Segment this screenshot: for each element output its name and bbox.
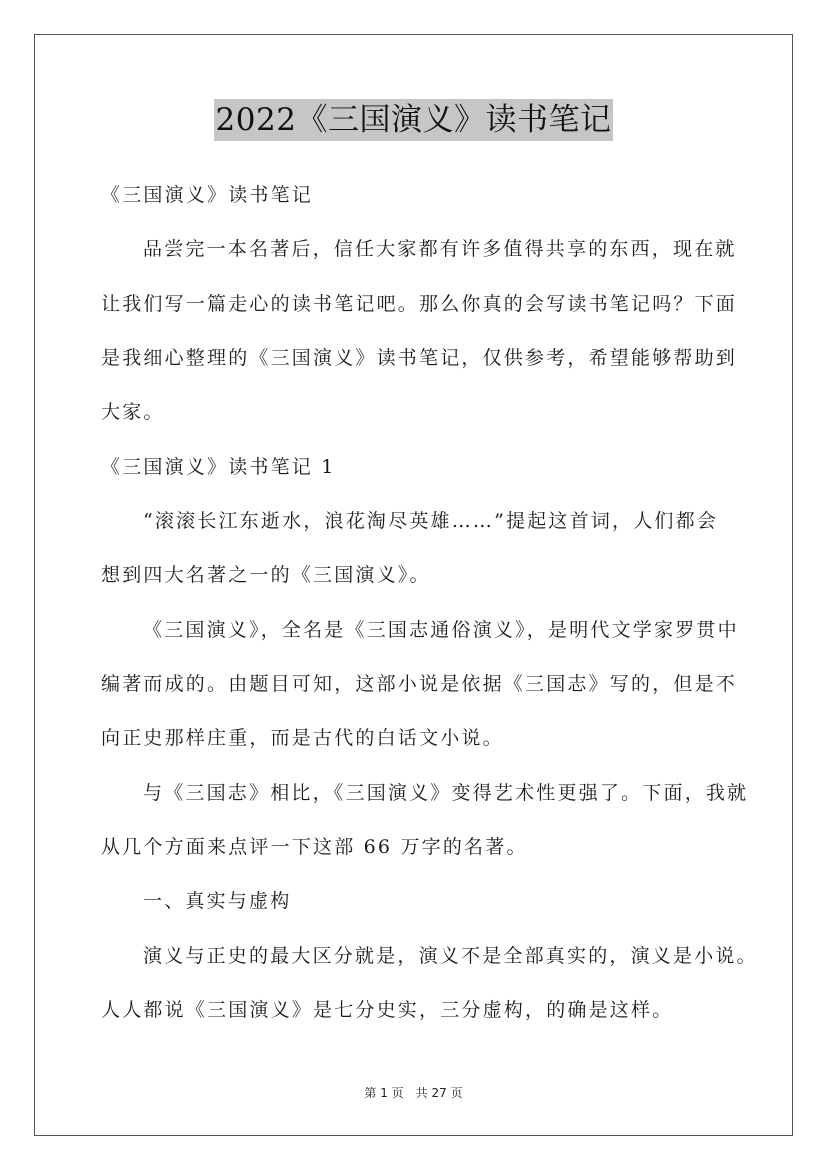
- section-heading: 《三国演义》读书笔记 1: [101, 456, 336, 478]
- paragraph-line: “滚滚长江东逝水，浪花淘尽英雄……”提起这首词，人们都会: [143, 510, 719, 532]
- title-container: [0, 99, 827, 141]
- paragraph-line: 从几个方面来点评一下这部 66 万字的名著。: [101, 836, 528, 858]
- paragraph-line: 让我们写一篇走心的读书笔记吧。那么你真的会写读书笔记吗？下面: [101, 293, 738, 315]
- section-heading: 《三国演义》读书笔记: [101, 184, 314, 206]
- paragraph-line: 是我细心整理的《三国演义》读书笔记，仅供参考，希望能够帮助到: [101, 347, 738, 369]
- paragraph-line: 向正史那样庄重，而是古代的白话文小说。: [101, 727, 504, 749]
- paragraph-line: 大家。: [101, 401, 165, 423]
- paragraph-line: 演义与正史的最大区分就是，演义不是全部真实的，演义是小说。: [143, 945, 758, 967]
- paragraph-line: 品尝完一本名著后，信任大家都有许多值得共享的东西，现在就: [143, 238, 737, 260]
- subsection-heading: 一、真实与虚构: [143, 890, 292, 912]
- paragraph-line: 与《三国志》相比，《三国演义》变得艺术性更强了。下面，我就: [143, 782, 749, 804]
- document-title: 2022《三国演义》读书笔记: [214, 99, 614, 141]
- paragraph-line: 想到四大名著之一的《三国演义》。: [101, 564, 431, 586]
- paragraph-line: 人人都说《三国演义》是七分史实，三分虚构，的确是这样。: [101, 999, 674, 1021]
- paragraph-line: 编著而成的。由题目可知，这部小说是依据《三国志》写的，但是不: [101, 673, 738, 695]
- page-number-footer: 第 1 页 共 27 页: [364, 1086, 463, 1100]
- paragraph-line: 《三国演义》，全名是《三国志通俗演义》，是明代文学家罗贯中: [143, 619, 739, 641]
